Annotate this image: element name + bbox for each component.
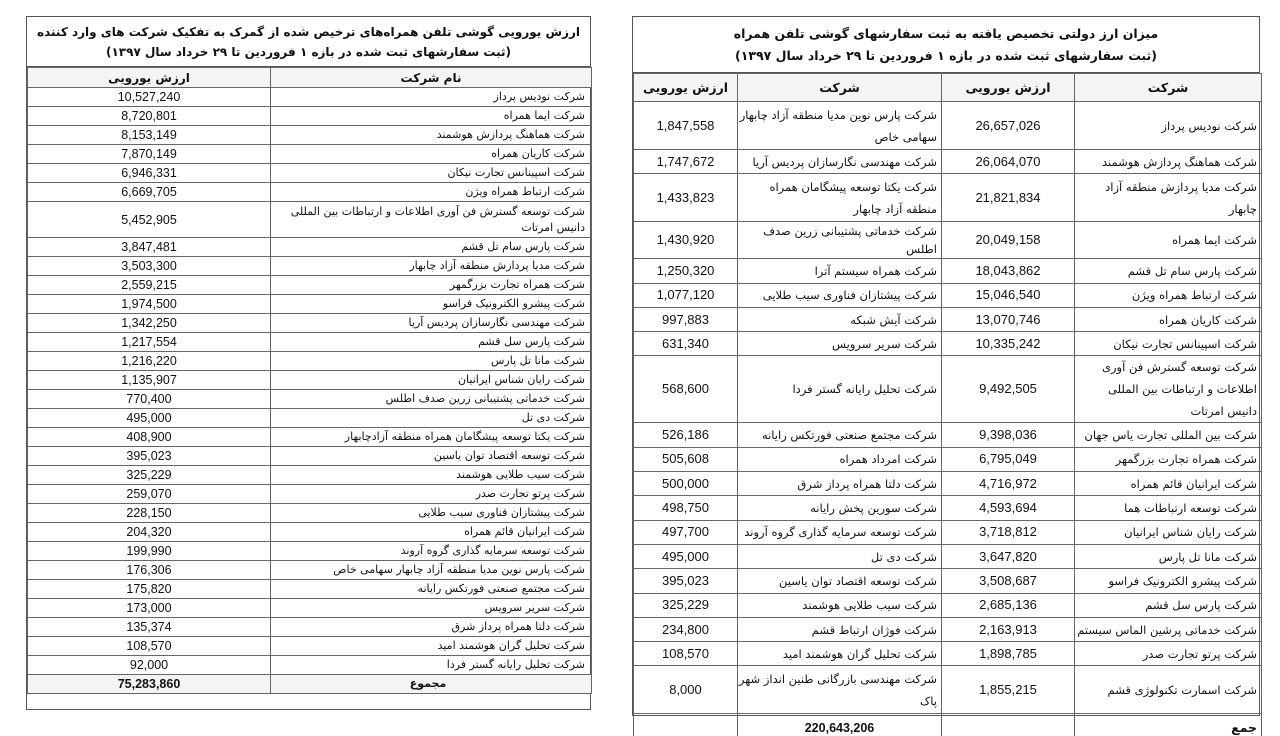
table-row — [634, 666, 1262, 714]
row-value-2: 3,718,812 — [942, 520, 1075, 544]
table-row — [28, 276, 592, 295]
table-row — [28, 447, 592, 466]
row-company: شرکت مهندسی نگارسازان پردیس آریا — [271, 314, 592, 333]
row-company: شرکت خدماتی پشتیبانی زرین صدف اطلس — [271, 390, 592, 409]
row-value-1: 631,340 — [634, 332, 738, 356]
row-value-1: 1,077,120 — [634, 283, 738, 307]
row-company: شرکت مجتمع صنعتی فورتکس رایانه — [271, 580, 592, 599]
right-col-company-header-2: شرکت — [1075, 74, 1262, 102]
row-value-1: 498,750 — [634, 496, 738, 520]
table-row — [28, 523, 592, 542]
row-company-1: شرکت مجتمع صنعتی فورتکس رایانه — [738, 423, 942, 447]
row-company: شرکت پارس سام تل قشم — [271, 238, 592, 257]
left-col-company-header: نام شرکت — [271, 68, 592, 88]
row-company-1: شرکت خدماتی پشتیبانی زرین صدف اطلس — [738, 222, 942, 259]
row-value-1: 526,186 — [634, 423, 738, 447]
table-row — [28, 238, 592, 257]
row-company-2: شرکت پارس سام تل قشم — [1075, 259, 1262, 283]
row-company: شرکت دلتا همراه پرداز شرق — [271, 618, 592, 637]
row-value: 770,400 — [28, 390, 271, 409]
row-value-1: 1,747,672 — [634, 150, 738, 174]
table-row — [28, 126, 592, 145]
row-company: شرکت رایان شناس ایرانیان — [271, 371, 592, 390]
table-row — [28, 352, 592, 371]
table-row — [28, 390, 592, 409]
table-row — [634, 447, 1262, 471]
row-value: 8,720,801 — [28, 107, 271, 126]
row-value: 325,229 — [28, 466, 271, 485]
row-company: شرکت یکتا توسعه پیشگامان همراه منطقه آزادچابهار — [271, 428, 592, 447]
row-company-1: شرکت امرداد همراه — [738, 447, 942, 471]
row-company: شرکت تحلیل رایانه گستر فردا — [271, 656, 592, 675]
left-table — [27, 67, 592, 694]
row-value-1: 8,000 — [634, 666, 738, 714]
row-value-1: 1,433,823 — [634, 174, 738, 222]
table-row — [634, 307, 1262, 331]
table-row — [28, 580, 592, 599]
row-company-2: شرکت نودیس پرداز — [1075, 102, 1262, 150]
table-row — [634, 496, 1262, 520]
right-table-title: میزان ارز دولتی تخصیص یافته به ثبت سفارشهای گوشی تلفن همراه — [733, 26, 1159, 41]
row-company: شرکت کاریان همراه — [271, 145, 592, 164]
right-table-body — [634, 102, 1262, 714]
row-value: 259,070 — [28, 485, 271, 504]
table-row — [28, 183, 592, 202]
row-company: شرکت پارس سل قشم — [271, 333, 592, 352]
row-company: شرکت پیشرو الکترونیک فراسو — [271, 295, 592, 314]
right-col-company-header-1: شرکت — [738, 74, 942, 102]
row-value-1: 1,847,558 — [634, 102, 738, 150]
row-value: 173,000 — [28, 599, 271, 618]
row-company: شرکت توسعه سرمایه گذاری گروه آروند — [271, 542, 592, 561]
table-row — [28, 371, 592, 390]
table-row — [634, 102, 1262, 150]
row-company: شرکت سریر سرویس — [271, 599, 592, 618]
table-row — [28, 257, 592, 276]
table-row — [28, 107, 592, 126]
row-value-2: 10,335,242 — [942, 332, 1075, 356]
row-company-1: شرکت توسعه اقتصاد توان یاسین — [738, 569, 942, 593]
row-value-2: 1,855,215 — [942, 666, 1075, 714]
row-value-2: 9,492,505 — [942, 356, 1075, 423]
table-row — [634, 569, 1262, 593]
right-total-label: جمع — [1075, 714, 1262, 736]
row-value-2: 2,163,913 — [942, 617, 1075, 641]
table-row — [28, 314, 592, 333]
row-value: 6,669,705 — [28, 183, 271, 202]
row-company-1: شرکت سیب طلایی هوشمند — [738, 593, 942, 617]
row-company-1: شرکت همراه سیستم آترا — [738, 259, 942, 283]
row-company-2: شرکت توسعه گسترش فن آوری اطلاعات و ارتباطات بین المللی دانیس امرتات — [1075, 356, 1262, 423]
left-table-head-row — [28, 68, 592, 88]
row-value: 108,570 — [28, 637, 271, 656]
row-value-2: 2,685,136 — [942, 593, 1075, 617]
table-row — [634, 222, 1262, 259]
row-value: 10,527,240 — [28, 88, 271, 107]
left-table-body — [28, 88, 592, 675]
table-row — [28, 333, 592, 352]
table-row — [28, 295, 592, 314]
row-company-1: شرکت یکتا توسعه پیشگامان همراه منطقه آزاد چابهار — [738, 174, 942, 222]
row-value: 395,023 — [28, 447, 271, 466]
row-value: 495,000 — [28, 409, 271, 428]
row-company-1: شرکت تحلیل گران هوشمند امید — [738, 642, 942, 666]
row-company: شرکت دی تل — [271, 409, 592, 428]
table-row — [28, 145, 592, 164]
row-company: شرکت هماهنگ پردازش هوشمند — [271, 126, 592, 145]
row-value-1: 1,430,920 — [634, 222, 738, 259]
row-value: 1,342,250 — [28, 314, 271, 333]
row-company-2: شرکت پارس سل قشم — [1075, 593, 1262, 617]
row-value: 3,847,481 — [28, 238, 271, 257]
row-company: شرکت ایما همراه — [271, 107, 592, 126]
row-company-1: شرکت توسعه سرمایه گذاری گروه آروند — [738, 520, 942, 544]
row-company: شرکت اسپینانس تجارت نیکان — [271, 164, 592, 183]
row-company: شرکت سیب طلایی هوشمند — [271, 466, 592, 485]
row-value-2: 13,070,746 — [942, 307, 1075, 331]
row-company-2: شرکت ایما همراه — [1075, 222, 1262, 259]
row-company-1: شرکت مهندسی نگارسازان پردیس آریا — [738, 150, 942, 174]
row-value-1: 568,600 — [634, 356, 738, 423]
row-company-2: شرکت ایرانیان قائم همراه — [1075, 472, 1262, 496]
row-company: شرکت پارس نوین مدیا منطقه آزاد چابهار سهامی خاص — [271, 561, 592, 580]
row-company-1: شرکت پیشتازان فناوری سیب طلایی — [738, 283, 942, 307]
table-row — [28, 618, 592, 637]
row-company-1: شرکت تحلیل رایانه گستر فردا — [738, 356, 942, 423]
row-company-1: شرکت دی تل — [738, 544, 942, 568]
table-row — [634, 593, 1262, 617]
left-total-value: 75,283,860 — [28, 675, 271, 694]
row-value-1: 500,000 — [634, 472, 738, 496]
row-value-1: 108,570 — [634, 642, 738, 666]
table-row — [28, 637, 592, 656]
right-total-spacer-2 — [942, 714, 1075, 736]
row-company: شرکت پرتو تجارت صدر — [271, 485, 592, 504]
table-row — [28, 599, 592, 618]
table-row — [28, 656, 592, 675]
row-value: 1,974,500 — [28, 295, 271, 314]
table-row — [28, 542, 592, 561]
row-company: شرکت مانا تل پارس — [271, 352, 592, 371]
right-table-head-row — [634, 74, 1262, 102]
table-row — [28, 409, 592, 428]
row-company-2: شرکت همراه تجارت بزرگمهر — [1075, 447, 1262, 471]
table-row — [634, 617, 1262, 641]
left-table-header — [27, 17, 590, 67]
row-value-2: 21,821,834 — [942, 174, 1075, 222]
row-company: شرکت ایرانیان قائم همراه — [271, 523, 592, 542]
row-value-1: 395,023 — [634, 569, 738, 593]
row-company-2: شرکت رایان شناس ایرانیان — [1075, 520, 1262, 544]
row-company-2: شرکت ارتباط همراه ویژن — [1075, 283, 1262, 307]
row-value-2: 20,049,158 — [942, 222, 1075, 259]
row-company-2: شرکت اسپینانس تجارت نیکان — [1075, 332, 1262, 356]
row-value: 3,503,300 — [28, 257, 271, 276]
table-row — [634, 423, 1262, 447]
row-company: شرکت نودیس پرداز — [271, 88, 592, 107]
left-total-row — [28, 675, 592, 694]
row-value-1: 505,608 — [634, 447, 738, 471]
row-company-2: شرکت توسعه ارتباطات هما — [1075, 496, 1262, 520]
table-row — [634, 472, 1262, 496]
table-row — [634, 356, 1262, 423]
row-value: 6,946,331 — [28, 164, 271, 183]
table-row — [634, 642, 1262, 666]
row-company-1: شرکت سریر سرویس — [738, 332, 942, 356]
row-company-2: شرکت کاریان همراه — [1075, 307, 1262, 331]
right-col-value-header-2: ارزش یورویی — [942, 74, 1075, 102]
row-value-1: 325,229 — [634, 593, 738, 617]
right-table-header — [633, 17, 1259, 73]
right-table — [633, 73, 1262, 736]
row-company-2: شرکت بین المللی تجارت یاس جهان — [1075, 423, 1262, 447]
table-row — [634, 259, 1262, 283]
row-value: 176,306 — [28, 561, 271, 580]
row-value-2: 4,716,972 — [942, 472, 1075, 496]
row-company-1: شرکت فوژان ارتباط قشم — [738, 617, 942, 641]
table-row — [28, 485, 592, 504]
row-value: 1,216,220 — [28, 352, 271, 371]
left-table-title: ارزش یورویی گوشی تلفن همراه‌های ترخیص شده از گمرک به تفکیک شرکت های وارد کننده — [37, 25, 580, 39]
right-total-value: 220,643,206 — [738, 714, 942, 736]
row-value: 175,820 — [28, 580, 271, 599]
row-value-1: 234,800 — [634, 617, 738, 641]
table-row — [634, 544, 1262, 568]
row-value: 92,000 — [28, 656, 271, 675]
row-value: 8,153,149 — [28, 126, 271, 145]
table-row — [634, 174, 1262, 222]
row-value-2: 3,508,687 — [942, 569, 1075, 593]
row-value-1: 997,883 — [634, 307, 738, 331]
table-row — [28, 202, 592, 238]
table-row — [28, 561, 592, 580]
row-value-2: 26,657,026 — [942, 102, 1075, 150]
right-col-value-header-1: ارزش یورویی — [634, 74, 738, 102]
table-row — [634, 150, 1262, 174]
right-total-row — [634, 714, 1262, 736]
row-value: 1,135,907 — [28, 371, 271, 390]
left-table-subtitle: (ثبت سفارشهای ثبت شده در بازه ۱ فروردین تا ۲۹ خرداد سال ۱۳۹۷) — [106, 45, 511, 59]
row-value-2: 9,398,036 — [942, 423, 1075, 447]
left-total-label: مجموع — [271, 675, 592, 694]
row-company-1: شرکت مهندسی بازرگانی طنین انداز شهر پاک — [738, 666, 942, 714]
right-table-subtitle: (ثبت سفارشهای ثبت شده در بازه ۱ فروردین تا ۲۹ خرداد سال ۱۳۹۷) — [735, 48, 1157, 63]
row-value-2: 26,064,070 — [942, 150, 1075, 174]
table-row — [28, 466, 592, 485]
row-value-2: 4,593,694 — [942, 496, 1075, 520]
row-company-2: شرکت اسمارت تکنولوژی قشم — [1075, 666, 1262, 714]
row-value: 228,150 — [28, 504, 271, 523]
row-company-1: شرکت پارس نوین مدیا منطقه آزاد چابهار سهامی خاص — [738, 102, 942, 150]
left-col-value-header: ارزش یورویی — [28, 68, 271, 88]
row-value-2: 18,043,862 — [942, 259, 1075, 283]
row-value-2: 15,046,540 — [942, 283, 1075, 307]
table-row — [634, 283, 1262, 307]
row-company: شرکت توسعه گسترش فن آوری اطلاعات و ارتباطات بین المللی دانیس امرتات — [271, 202, 592, 238]
row-value-1: 495,000 — [634, 544, 738, 568]
row-company-2: شرکت مدیا پردازش منطقه آزاد چابهار — [1075, 174, 1262, 222]
row-company: شرکت مدیا پردازش منطقه آزاد چابهار — [271, 257, 592, 276]
table-row — [28, 88, 592, 107]
row-company: شرکت همراه تجارت بزرگمهر — [271, 276, 592, 295]
row-company: شرکت توسعه اقتصاد توان یاسین — [271, 447, 592, 466]
row-company-2: شرکت مانا تل پارس — [1075, 544, 1262, 568]
row-value: 135,374 — [28, 618, 271, 637]
row-company: شرکت ارتباط همراه ویژن — [271, 183, 592, 202]
row-value: 5,452,905 — [28, 202, 271, 238]
table-row — [634, 332, 1262, 356]
row-company-1: شرکت دلتا همراه پرداز شرق — [738, 472, 942, 496]
row-value: 1,217,554 — [28, 333, 271, 352]
row-company-2: شرکت پرتو تجارت صدر — [1075, 642, 1262, 666]
row-company-2: شرکت پیشرو الکترونیک فراسو — [1075, 569, 1262, 593]
row-value-1: 1,250,320 — [634, 259, 738, 283]
table-row — [28, 504, 592, 523]
table-row — [634, 520, 1262, 544]
table-row — [28, 164, 592, 183]
row-value-2: 3,647,820 — [942, 544, 1075, 568]
row-value-2: 6,795,049 — [942, 447, 1075, 471]
row-company-1: شرکت سورین پخش رایانه — [738, 496, 942, 520]
right-total-spacer — [634, 714, 738, 736]
row-value: 199,990 — [28, 542, 271, 561]
left-customs-table-panel — [26, 16, 591, 710]
row-company-2: شرکت خدماتی پرشین الماس سیستم — [1075, 617, 1262, 641]
row-value: 204,320 — [28, 523, 271, 542]
row-company: شرکت پیشتازان فناوری سیب طلایی — [271, 504, 592, 523]
right-allocation-table-panel — [632, 16, 1260, 735]
row-company-1: شرکت آیش شبکه — [738, 307, 942, 331]
row-value: 2,559,215 — [28, 276, 271, 295]
row-value: 408,900 — [28, 428, 271, 447]
row-value-2: 1,898,785 — [942, 642, 1075, 666]
table-row — [28, 428, 592, 447]
row-company-2: شرکت هماهنگ پردازش هوشمند — [1075, 150, 1262, 174]
row-value: 7,870,149 — [28, 145, 271, 164]
row-company: شرکت تحلیل گران هوشمند امید — [271, 637, 592, 656]
row-value-1: 497,700 — [634, 520, 738, 544]
